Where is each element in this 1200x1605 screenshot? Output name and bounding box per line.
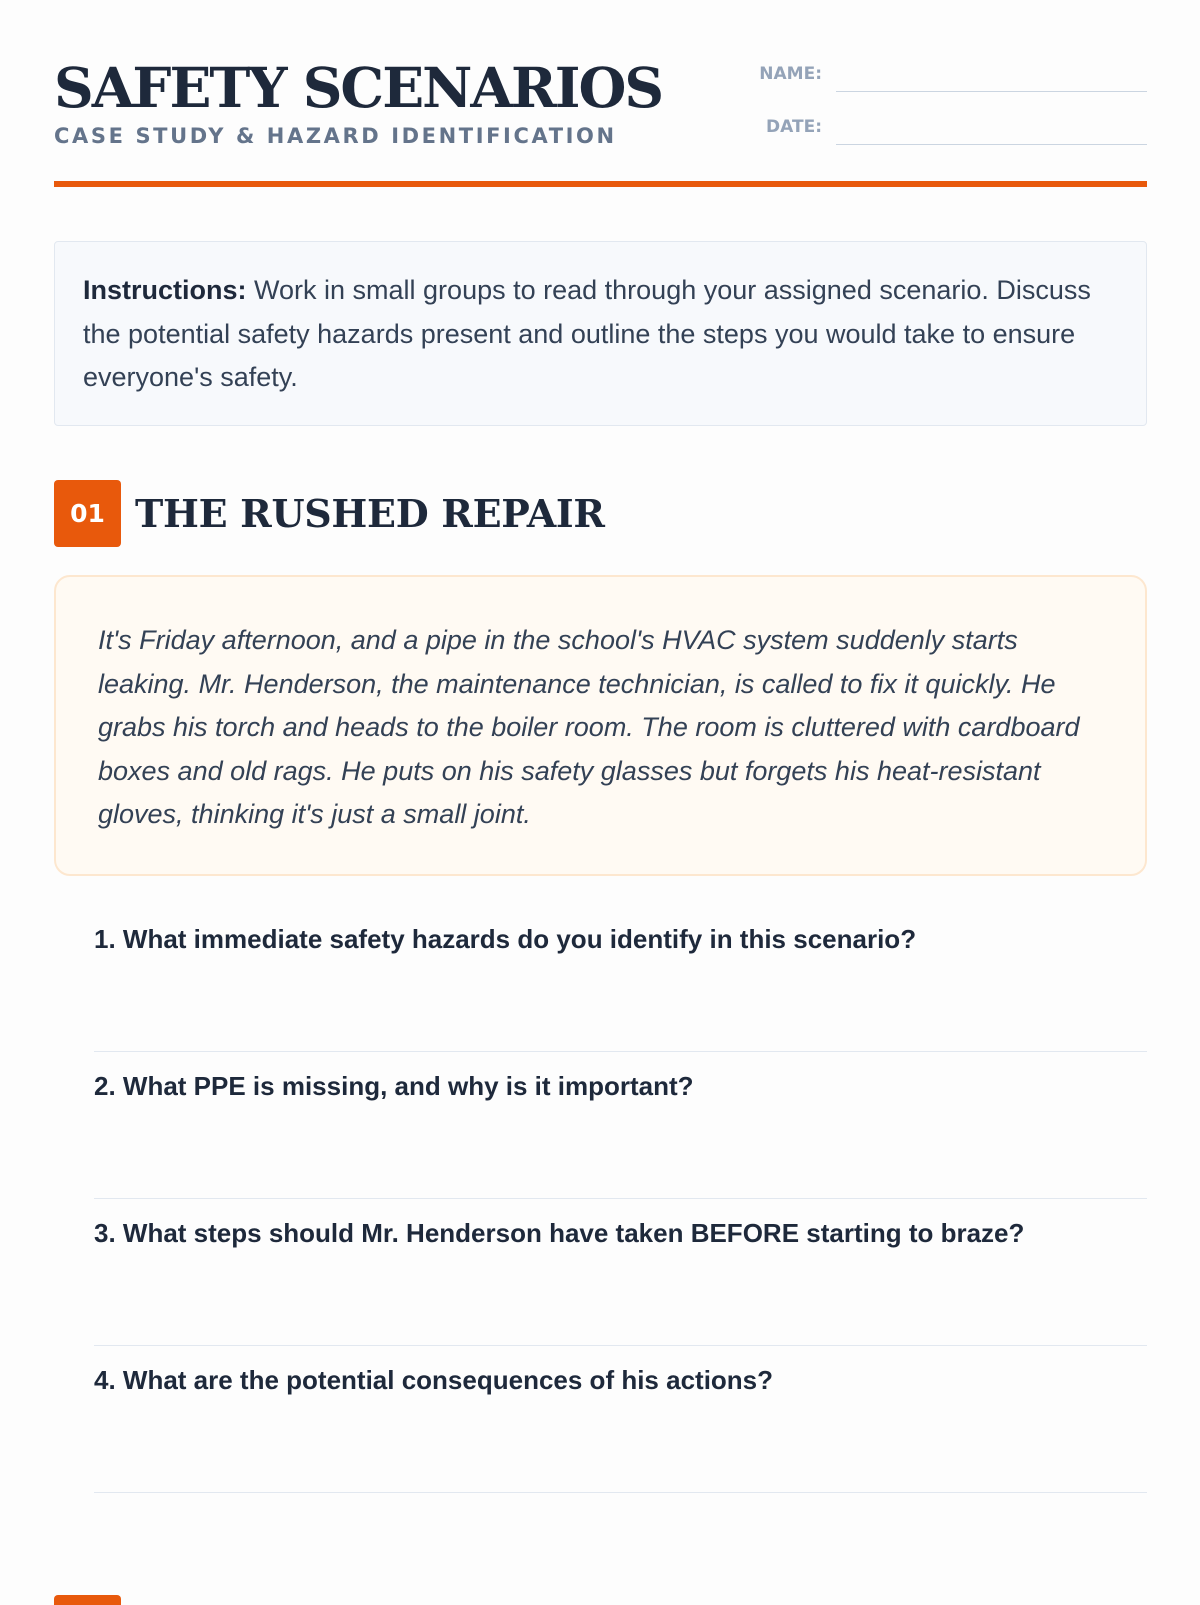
question-text: 3. What steps should Mr. Henderson have taken BEFORE starting to braze?: [94, 1218, 1025, 1248]
question-item[interactable]: [94, 905, 1147, 1052]
question-text: 2. What PPE is missing, and why is it important?: [94, 1071, 694, 1101]
instructions-label: Instructions:: [83, 275, 247, 305]
name-label: NAME:: [759, 64, 822, 84]
scenario-header: [54, 480, 1147, 548]
page-title: SAFETY SCENARIOS: [54, 55, 663, 120]
question-item[interactable]: [94, 1199, 1147, 1346]
scenario-title: THE RUSHED REPAIR: [135, 491, 605, 536]
scenario-story-card: [54, 575, 1147, 876]
date-label: DATE:: [766, 117, 822, 137]
instructions-text: [83, 269, 1118, 400]
name-write-line[interactable]: [836, 91, 1147, 92]
instructions-body: Work in small groups to read through your assigned scenario. Discuss the potential safety hazards present and outline the steps you would take to ensure everyone's safety.: [83, 275, 1091, 392]
question-item[interactable]: [94, 1346, 1147, 1493]
next-scenario-badge: [54, 1595, 121, 1605]
question-list: [94, 905, 1147, 1493]
name-field: [742, 58, 1147, 92]
date-field: [742, 111, 1147, 145]
date-write-line[interactable]: [836, 144, 1147, 145]
instructions-box: [54, 241, 1147, 426]
question-text: 1. What immediate safety hazards do you identify in this scenario?: [94, 924, 917, 954]
worksheet-header: [54, 0, 1147, 188]
page-subtitle: CASE STUDY & HAZARD IDENTIFICATION: [54, 124, 617, 148]
scenario-story-text: It's Friday afternoon, and a pipe in the school's HVAC system suddenly starts leaking. Mr. Henderson, the maintenance technician, is called to fix it quickly. He grabs his torch and heads to the boiler room. The room is cluttered with cardboard boxes and old rags. He puts on his safety glasses but forgets his heat-resistant gloves, thinking it's just a small joint.: [98, 625, 1080, 829]
question-text: 4. What are the potential consequences of his actions?: [94, 1365, 774, 1395]
worksheet-page: [54, 0, 1147, 1600]
header-divider: [54, 181, 1147, 187]
scenario-number-badge: 01: [54, 480, 121, 547]
question-item[interactable]: [94, 1052, 1147, 1199]
